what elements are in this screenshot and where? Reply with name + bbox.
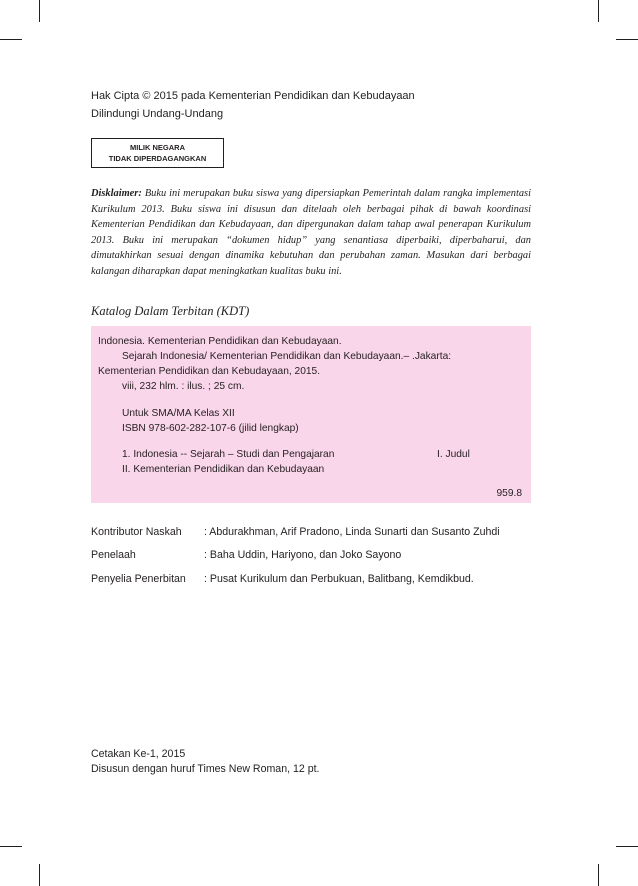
crop-mark (0, 39, 22, 40)
kdt-heading: Katalog Dalam Terbitan (KDT) (91, 304, 250, 318)
kdt-line-2: Sejarah Indonesia/ Kementerian Pendidikan dan Kebudayaan.– .Jakarta: (122, 351, 452, 362)
crop-mark (616, 846, 638, 847)
kdt-line-1: Indonesia. Kementerian Pendidikan dan Kebudayaan. (98, 336, 342, 347)
crop-mark (0, 846, 22, 847)
edition-line: Cetakan Ke-1, 2015 (91, 748, 186, 760)
disclaimer-text: Buku ini merupakan buku siswa yang dipersiapkan Pemerintah dalam rangka implementasi Kurikulum 2013. Buku siswa ini disusun dan ditelaah oleh berbagai pihak di bawah koordinasi Kementerian Pendidikan dan Kebudayaan, dan dipergunakan dalam tahap awal penerapan Kurikulum 2013. Buku ini merupakan “dokumen hidup” yang senantiasa diperbaiki, diperbaharui, dan dimutakhirkan sesuai dengan dinamika kebutuhan dan perubahan zaman. Masukan dari berbagai kalangan diharapkan dapat meningkatkan kualitas buku ini. (91, 188, 531, 277)
kdt-line-7: 1. Indonesia -- Sejarah – Studi dan Pengajaran (122, 449, 335, 460)
crop-mark (616, 39, 638, 40)
disclaimer (91, 186, 531, 280)
reviewer-value: : Baha Uddin, Hariyono, dan Joko Sayono (204, 549, 402, 561)
kdt-line-3: Kementerian Pendidikan dan Kebudayaan, 2015. (98, 366, 321, 377)
kdt-line-8: II. Kementerian Pendidikan dan Kebudayaan (122, 464, 325, 475)
disclaimer-label: Disklaimer: (91, 188, 142, 199)
typeface-line: Disusun dengan huruf Times New Roman, 12 pt. (91, 763, 320, 775)
crop-mark (598, 864, 599, 886)
kdt-line-6: ISBN 978-602-282-107-6 (jilid lengkap) (122, 423, 299, 434)
state-property-stamp (91, 138, 224, 168)
copyright-line: Hak Cipta © 2015 pada Kementerian Pendidikan dan Kebudayaan (91, 90, 415, 102)
protection-line: Dilindungi Undang-Undang (91, 108, 224, 120)
print-info (91, 747, 319, 777)
stamp-line-1: MILIK NEGARA (130, 143, 185, 152)
kdt-line-7b: I. Judul (437, 449, 470, 460)
contributor-value: : Abdurakhman, Arif Pradono, Linda Sunarti dan Susanto Zuhdi (204, 526, 500, 538)
crop-mark (39, 0, 40, 22)
contributor-label: Kontributor Naskah (91, 526, 182, 538)
kdt-line-4: viii, 232 hlm. : ilus. ; 25 cm. (122, 381, 245, 392)
crop-mark (598, 0, 599, 22)
copyright-notice (91, 87, 415, 123)
reviewer-label: Penelaah (91, 549, 136, 561)
crop-mark (39, 864, 40, 886)
publisher-supervisor-value: : Pusat Kurikulum dan Perbukuan, Balitbang, Kemdikbud. (204, 573, 474, 585)
kdt-class-number: 959.8 (496, 488, 522, 499)
kdt-box (91, 326, 531, 503)
kdt-line-5: Untuk SMA/MA Kelas XII (122, 408, 235, 419)
stamp-line-2: TIDAK DIPERDAGANGKAN (108, 154, 207, 163)
publisher-supervisor-label: Penyelia Penerbitan (91, 573, 186, 585)
